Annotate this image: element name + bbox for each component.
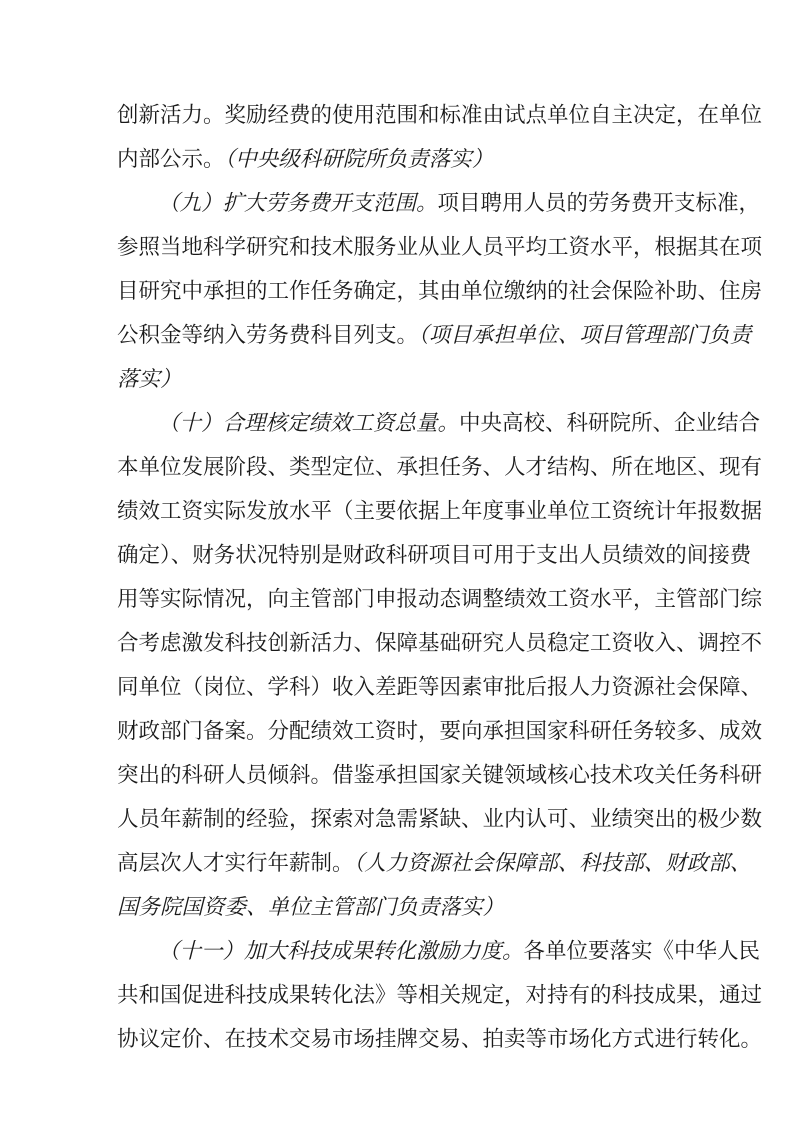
text-line <box>0 94 793 138</box>
line-text: 同单位（岗位、学科）收入差距等因素审批后报人力资源社会保障、 <box>117 675 763 700</box>
text-line <box>0 226 793 270</box>
text-line <box>0 270 793 314</box>
text-line <box>0 578 793 622</box>
line-text: 绩效工资实际发放水平（主要依据上年度事业单位工资统计年报数据 <box>117 499 763 524</box>
text-line <box>0 666 793 710</box>
text-line <box>0 490 793 534</box>
text-line <box>0 358 793 402</box>
section-heading: （九）扩大劳务费开支范围。 <box>158 191 438 216</box>
responsibility-note: （人力资源社会保障部、科技部、财政部、 <box>353 851 752 876</box>
line-text: 创新活力。奖励经费的使用范围和标准由试点单位自主决定，在单位 <box>117 103 763 128</box>
section-heading: （十一）加大科技成果转化激励力度。 <box>158 939 524 964</box>
line-text: 参照当地科学研究和技术服务业从业人员平均工资水平，根据其在项 <box>117 235 763 260</box>
text-line <box>0 1018 793 1062</box>
line-text: 内部公示。 <box>117 147 225 172</box>
text-line <box>0 754 793 798</box>
section-heading: （十）合理核定绩效工资总量。 <box>158 411 460 436</box>
line-text: 财政部门备案。分配绩效工资时，要向承担国家科研任务较多、成效 <box>117 719 763 744</box>
text-line <box>0 314 793 358</box>
responsibility-note: （项目承担单位、项目管理部门负责 <box>418 323 752 348</box>
responsibility-note: （中央级科研院所负责落实） <box>224 147 494 172</box>
line-text: 高层次人才实行年薪制。 <box>117 851 354 876</box>
line-text: 本单位发展阶段、类型定位、承担任务、人才结构、所在地区、现有 <box>117 455 763 480</box>
text-line <box>0 138 793 182</box>
line-text: 人员年薪制的经验，探索对急需紧缺、业内认可、业绩突出的极少数 <box>117 807 763 832</box>
line-text: 突出的科研人员倾斜。借鉴承担国家关键领域核心技术攻关任务科研 <box>117 763 763 788</box>
line-text: 确定）、财务状况特别是财政科研项目可用于支出人员绩效的间接费 <box>117 543 752 568</box>
line-text: 合考虑激发科技创新活力、保障基础研究人员稳定工资收入、调控不 <box>117 631 763 656</box>
line-text: 各单位要落实《中华人民 <box>523 939 761 964</box>
text-line <box>0 622 793 666</box>
line-text: 中央高校、科研院所、企业结合 <box>459 411 761 436</box>
responsibility-note: 落实） <box>117 367 182 392</box>
text-line <box>0 930 793 974</box>
text-line <box>0 842 793 886</box>
line-text: 项目聘用人员的劳务费开支标准， <box>437 191 761 216</box>
line-text: 共和国促进科技成果转化法》等相关规定，对持有的科技成果，通过 <box>117 983 763 1008</box>
line-text: 协议定价、在技术交易市场挂牌交易、拍卖等市场化方式进行转化。 <box>117 1027 763 1052</box>
line-text: 用等实际情况，向主管部门申报动态调整绩效工资水平，主管部门综 <box>117 587 763 612</box>
line-text: 目研究中承担的工作任务确定，其由单位缴纳的社会保险补助、住房 <box>117 279 763 304</box>
text-line <box>0 402 793 446</box>
text-line <box>0 710 793 754</box>
text-line <box>0 446 793 490</box>
line-text: 公积金等纳入劳务费科目列支。 <box>117 323 419 348</box>
text-line <box>0 182 793 226</box>
text-line <box>0 974 793 1018</box>
text-line <box>0 886 793 930</box>
text-line <box>0 798 793 842</box>
text-line <box>0 534 793 578</box>
responsibility-note: 国务院国资委、单位主管部门负责落实） <box>117 895 505 920</box>
